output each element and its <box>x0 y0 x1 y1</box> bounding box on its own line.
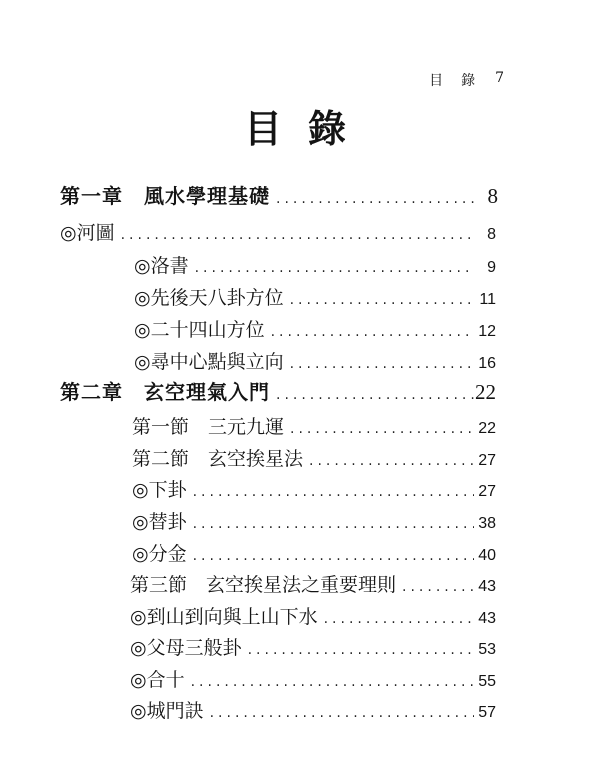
toc-entry <box>130 696 496 723</box>
toc-entry <box>132 507 496 534</box>
toc-entry-label: 第一章 風水學理基礎 <box>60 184 270 208</box>
toc-entry-page: 11 <box>479 291 496 308</box>
leader-dots <box>270 387 474 403</box>
toc-entry-label: 第三節 玄空挨星法之重要理則 <box>130 574 397 596</box>
page-title: 目錄 <box>243 106 372 151</box>
toc-entry-label: ◎到山到向與上山下水 <box>130 606 318 628</box>
toc-entry-page: 27 <box>478 483 496 500</box>
leader-dots <box>242 642 474 658</box>
toc-entry <box>134 315 496 342</box>
toc-entry-label: ◎合十 <box>130 669 185 691</box>
running-header <box>429 70 506 90</box>
leader-dots <box>189 260 474 276</box>
toc-entry-label: ◎洛書 <box>134 255 189 277</box>
leader-dots <box>284 292 474 308</box>
toc-entry-label: ◎尋中心點與立向 <box>134 351 284 373</box>
toc-entry-page: 9 <box>487 259 496 276</box>
page-number: 7 <box>495 70 506 86</box>
toc-entry-page: 53 <box>478 641 496 658</box>
toc-entry-page: 27 <box>478 452 496 469</box>
toc-entry-label: 第二節 玄空挨星法 <box>132 448 304 470</box>
toc-entry <box>134 283 496 310</box>
toc-entry <box>130 665 496 692</box>
leader-dots <box>265 324 474 340</box>
leader-dots <box>185 674 474 690</box>
toc-entry-page: 8 <box>487 184 498 208</box>
toc-entry <box>132 539 496 566</box>
toc-entry <box>60 218 496 245</box>
toc-entry-label: 第一節 三元九運 <box>132 416 285 438</box>
toc-entry-page: 43 <box>478 578 496 595</box>
toc-entry <box>130 633 496 660</box>
toc-entry <box>132 412 496 439</box>
leader-dots <box>187 516 474 532</box>
leader-dots <box>187 548 474 564</box>
toc-entry-label: ◎替卦 <box>132 511 187 533</box>
toc-entry-page: 16 <box>478 355 496 372</box>
leader-dots <box>270 191 476 207</box>
toc-entry-page: 57 <box>478 704 496 721</box>
toc-entry-page: 43 <box>478 610 496 627</box>
toc-entry <box>132 444 496 471</box>
leader-dots <box>284 421 474 437</box>
toc-entry <box>134 347 496 374</box>
leader-dots <box>303 453 474 469</box>
toc-entry-label: ◎先後天八卦方位 <box>134 287 284 309</box>
toc-entry-label: 第二章 玄空理氣入門 <box>60 380 270 404</box>
leader-dots <box>318 611 474 627</box>
toc-entry-chapter-1 <box>60 180 498 209</box>
toc-entry-page: 40 <box>478 547 496 564</box>
toc-entry-chapter-2 <box>60 376 496 405</box>
toc-entry <box>132 475 496 502</box>
toc-entry-page: 22 <box>478 420 496 437</box>
toc-entry-page: 8 <box>487 226 496 243</box>
toc-entry-page: 22 <box>475 380 496 404</box>
toc-entry-page: 55 <box>478 673 496 690</box>
leader-dots <box>204 705 474 721</box>
toc-entry-page: 38 <box>478 515 496 532</box>
toc-entry-label: ◎父母三般卦 <box>130 637 242 659</box>
toc-entry-label: ◎城門訣 <box>130 700 204 722</box>
leader-dots <box>284 356 474 372</box>
leader-dots <box>187 484 474 500</box>
leader-dots <box>115 227 474 243</box>
toc-entry-label: ◎二十四山方位 <box>134 319 265 341</box>
leader-dots <box>396 579 474 595</box>
toc-entry-label: ◎下卦 <box>132 479 187 501</box>
toc-entry <box>134 251 496 278</box>
toc-entry <box>130 602 496 629</box>
toc-entry-label: ◎河圖 <box>60 222 115 244</box>
toc-entry-page: 12 <box>478 323 496 340</box>
toc-entry <box>130 570 496 597</box>
running-title: 目 錄 <box>429 73 478 89</box>
toc-entry-label: ◎分金 <box>132 543 187 565</box>
